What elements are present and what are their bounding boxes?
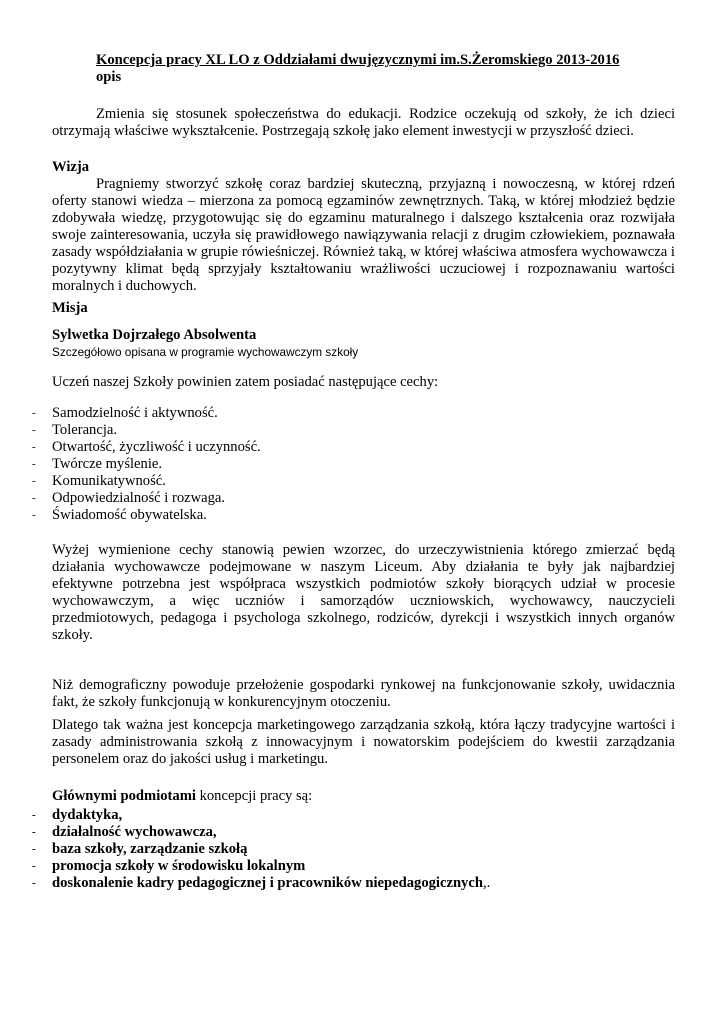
- graduate-note: Szczegółowo opisana w programie wychowawczym szkoły: [52, 345, 359, 359]
- dash-icon: -: [32, 809, 36, 821]
- list-item: - Tolerancja.: [32, 422, 118, 438]
- dash-icon: -: [32, 860, 36, 872]
- demography-paragraph: Niż demograficzny powoduje przełożenie gospodarki rynkowej na funkcjonowanie szkoły, uwidacznia fakt, że szkoły funkcjonują w konkurencyjnym otoczeniu.: [52, 677, 675, 710]
- marketing-paragraph: Dlatego tak ważna jest koncepcja marketingowego zarządzania szkołą, która łączy tradycyjne wartości i zasady administrowania szkołą z innowacyjnym i nowatorskim podejściem do kwestii zarządzania personelem oraz do jakości usług i marketingu.: [52, 717, 675, 767]
- list-item: - Świadomość obywatelska.: [32, 507, 207, 523]
- dash-icon: -: [32, 458, 36, 470]
- list-item: - Samodzielność i aktywność.: [32, 405, 218, 421]
- list-item: - dydaktyka,: [32, 807, 123, 823]
- list-item: - działalność wychowawcza,: [32, 824, 217, 840]
- dash-icon: -: [32, 441, 36, 453]
- dash-icon: -: [32, 475, 36, 487]
- subjects-list: [32, 807, 675, 892]
- dash-icon: -: [32, 826, 36, 838]
- traits-list: [32, 405, 675, 524]
- mission-heading: Misja: [52, 300, 88, 316]
- list-item: - promocja szkoły w środowisku lokalnym: [32, 858, 306, 874]
- list-item: - Odpowiedzialność i rozwaga.: [32, 490, 226, 506]
- vision-heading: Wizja: [52, 159, 90, 175]
- traits-lead: Uczeń naszej Szkoły powinien zatem posiadać następujące cechy:: [52, 374, 439, 390]
- list-item: - doskonalenie kadry pedagogicznej i pracowników niepedagogicznych,.: [32, 875, 491, 891]
- intro-paragraph: Zmienia się stosunek społeczeństwa do edukacji. Rodzice oczekują od szkoły, że ich dzieci otrzymają właściwe wykształcenie. Postrzegają szkołę jako element inwestycji w przyszłość dzieci.: [52, 106, 675, 139]
- dash-icon: -: [32, 424, 36, 436]
- graduate-heading: Sylwetka Dojrzałego Absolwenta: [52, 327, 257, 343]
- dash-icon: -: [32, 843, 36, 855]
- dash-icon: -: [32, 509, 36, 521]
- vision-paragraph: Pragniemy stworzyć szkołę coraz bardziej skuteczną, przyjazną i nowoczesną, w której rdzeń oferty stanowi wiedza – mierzona za pomocą egzaminów zewnętrznych. Taką, w której młodzież będzie zdobywała wiedzę, przygotowując się do egzaminu maturalnego i dalszego kształcenia oraz rozwijała swoje zainteresowania, uczyła się prawidłowego nawiązywania relacji z drugim człowiekiem, poznawała zasady współdziałania w grupie rówieśniczej. Również taką, w której właściwa atmosfera wychowawcza i pozytywny klimat będą sprzyjały kształtowaniu wrażliwości uczuciowej i rozpoznawaniu wartości moralnych i duchowych.: [52, 176, 675, 294]
- dash-icon: -: [32, 407, 36, 419]
- dash-icon: -: [32, 492, 36, 504]
- document-title: Koncepcja pracy XL LO z Oddziałami dwujęzycznymi im.S.Żeromskiego 2013-2016: [96, 52, 620, 68]
- dash-icon: -: [32, 877, 36, 889]
- list-item: - Komunikatywność.: [32, 473, 166, 489]
- subjects-lead: Głównymi podmiotami koncepcji pracy są:: [52, 788, 313, 804]
- document-subtitle: opis: [96, 69, 122, 85]
- document-page: [32, 52, 675, 892]
- list-item: - Otwartość, życzliwość i uczynność.: [32, 439, 261, 455]
- list-item: - Twórcze myślenie.: [32, 456, 163, 472]
- model-paragraph: Wyżej wymienione cechy stanowią pewien wzorzec, do urzeczywistnienia którego zmierzać będą działania wychowawcze podejmowane w naszym Liceum. Aby działania te były jak najbardziej efektywne potrzebna jest współpraca wszystkich podmiotów szkoły biorących udział w procesie wychowawczym, a więc uczniów i samorządów uczniowskich, wychowawcy, nauczycieli przedmiotowych, pedagoga i psychologa szkolnego, rodziców, dyrekcji i wszystkich innych organów szkoły.: [52, 542, 675, 643]
- list-item: - baza szkoły, zarządzanie szkołą: [32, 841, 248, 857]
